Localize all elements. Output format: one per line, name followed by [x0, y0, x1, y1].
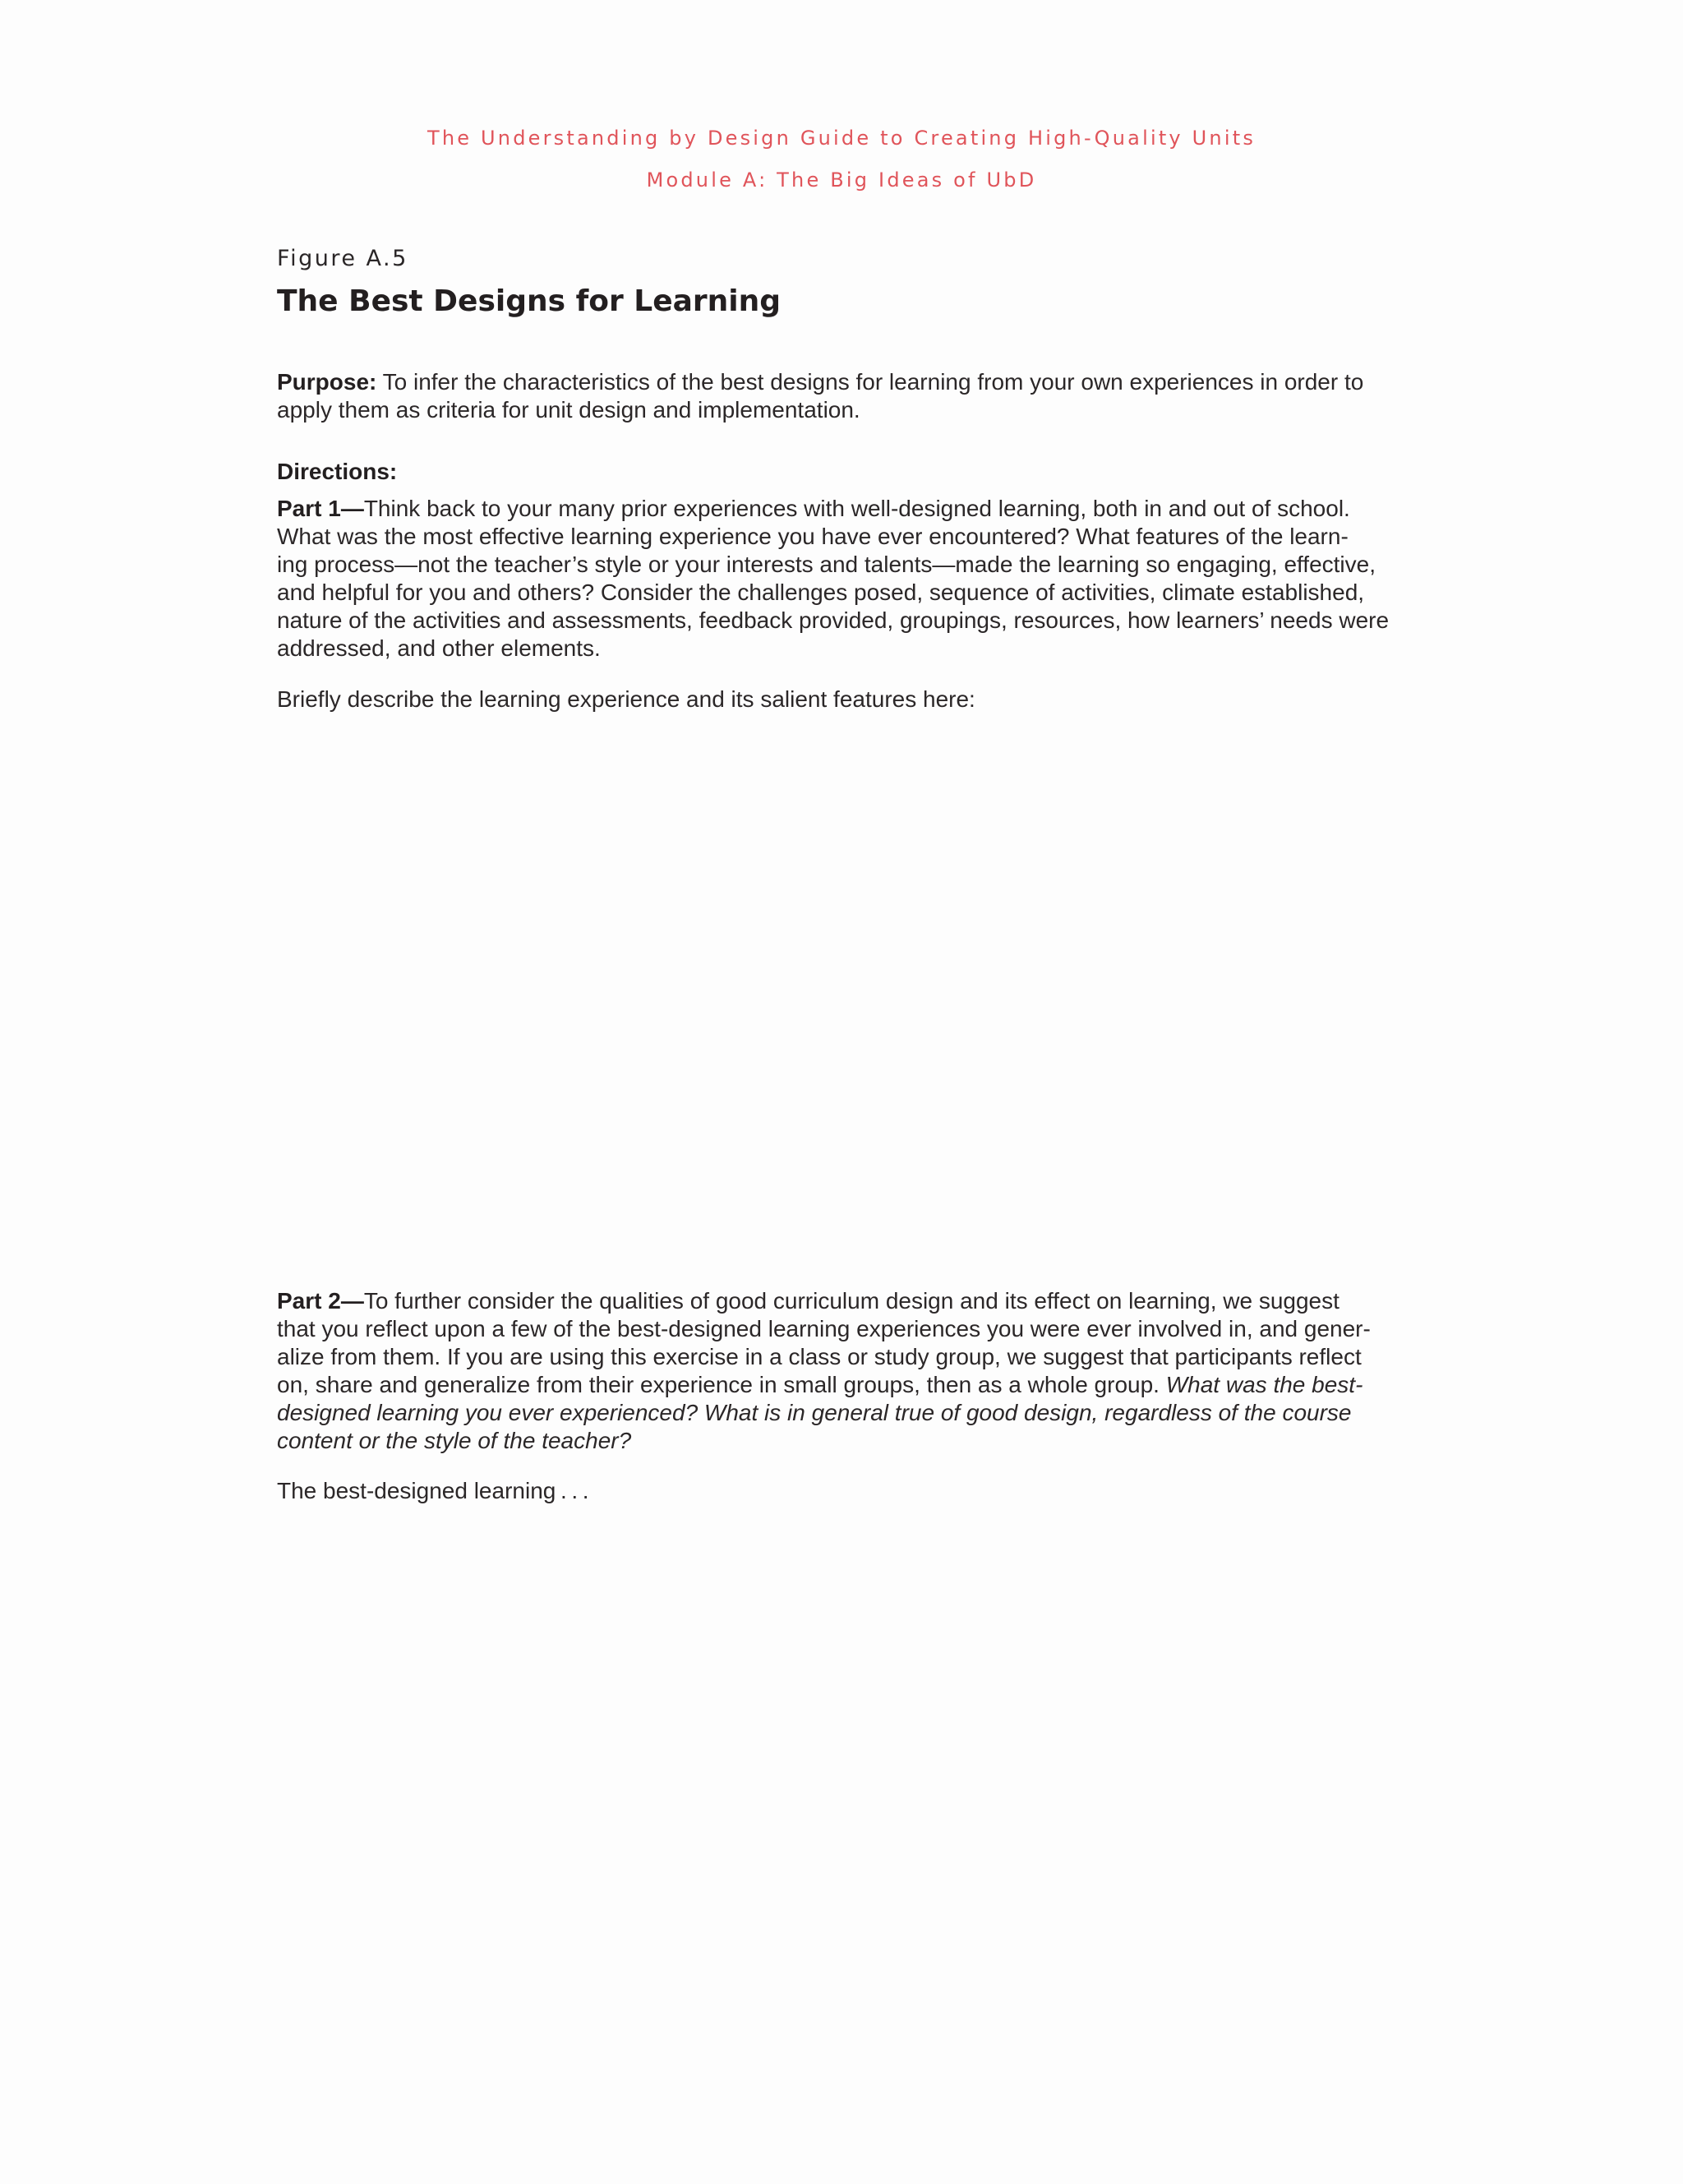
part2-line-3: alize from them. If you are using this exercise in a class or study group, we suggest that participants reflect — [277, 1344, 1362, 1369]
part2-text-1: To further consider the qualities of good curriculum design and its effect on learning, we suggest — [363, 1288, 1339, 1314]
part2-line-2: that you reflect upon a few of the best-designed learning experiences you were ever involved in, and gener- — [277, 1316, 1371, 1341]
purpose-text-1: To infer the characteristics of the best designs for learning from your own experiences in order to — [376, 369, 1364, 395]
part1-line-2: What was the most effective learning experience you have ever encountered? What features of the learn- — [277, 524, 1349, 549]
part2-label: Part 2— — [277, 1288, 364, 1314]
figure-title: The Best Designs for Learning — [277, 284, 782, 318]
part1-answer-space — [277, 732, 1395, 1258]
purpose-label: Purpose: — [277, 369, 377, 395]
purpose-paragraph — [277, 368, 1395, 424]
part1-text-1: Think back to your many prior experiences with well-designed learning, both in and out of school. — [363, 496, 1350, 521]
directions-heading: Directions: — [277, 459, 398, 484]
part1-line-3: ing process—not the teacher’s style or your interests and talents—made the learning so engaging, effective, — [277, 552, 1376, 577]
part1-line-5: nature of the activities and assessments, feedback provided, groupings, resources, how learners’ needs were — [277, 607, 1390, 633]
part2-line-4-plain: on, share and generalize from their experience in small groups, then as a whole group. — [277, 1372, 1166, 1397]
part1-line-1 — [277, 495, 1395, 523]
part1-line-4: and helpful for you and others? Consider the challenges posed, sequence of activities, climate established, — [277, 579, 1365, 605]
part2-line-6: content or the style of the teacher? — [277, 1428, 632, 1453]
part2-line-4 — [277, 1371, 1395, 1399]
part2-line-4-italic: What was the best- — [1165, 1372, 1363, 1397]
purpose-line-1 — [277, 368, 1395, 396]
part1-line-6: addressed, and other elements. — [277, 635, 601, 661]
part2-prompt: The best-designed learning . . . — [277, 1478, 589, 1503]
part1-label: Part 1— — [277, 496, 364, 521]
purpose-line-2: apply them as criteria for unit design and implementation. — [277, 397, 860, 422]
part2-line-1 — [277, 1287, 1395, 1315]
running-head-module-title: Module A: The Big Ideas of UbD — [646, 169, 1037, 192]
part1-prompt: Briefly describe the learning experience and its salient features here: — [277, 686, 975, 712]
running-head-book-title: The Understanding by Design Guide to Creating High-Quality Units — [427, 127, 1256, 150]
part2-paragraph — [277, 1287, 1395, 1455]
part2-answer-space — [277, 1521, 1395, 2129]
part1-paragraph — [277, 495, 1395, 663]
part2-line-5: designed learning you ever experienced? What is in general true of good design, regardless of the course — [277, 1400, 1352, 1425]
figure-label: Figure A.5 — [277, 246, 408, 271]
